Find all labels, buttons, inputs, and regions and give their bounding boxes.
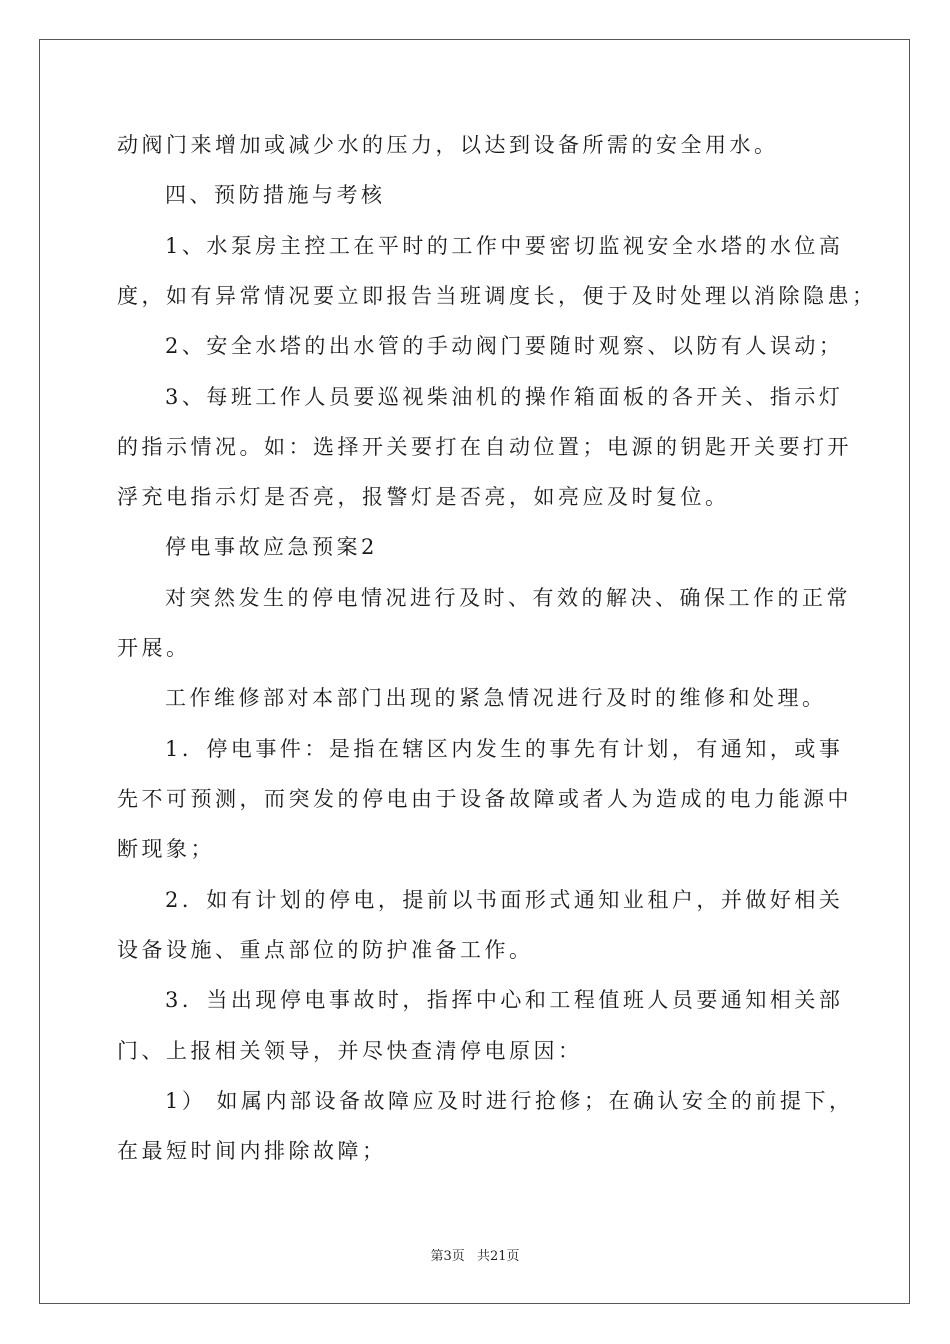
text-line: 工作维修部对本部门出现的紧急情况进行及时的维修和处理。: [165, 686, 827, 710]
text-line: 3．当出现停电事故时，指挥中心和工程值班人员要通知相关部: [165, 988, 844, 1012]
text-line: 2、安全水塔的出水管的手动阀门要随时观察、以防有人误动；: [165, 334, 844, 358]
text-line: 1、水泵房主控工在平时的工作中要密切监视安全水塔的水位高: [165, 234, 844, 258]
text-line: 对突然发生的停电情况进行及时、有效的解决、确保工作的正常: [165, 586, 851, 610]
page-total: 共21页: [476, 1249, 520, 1264]
text-line: 开展。: [117, 636, 191, 660]
text-line: 动阀门来增加或减少水的压力，以达到设备所需的安全用水。: [117, 133, 779, 157]
text-line: 3、每班工作人员要巡视柴油机的操作箱面板的各开关、指示灯: [165, 385, 844, 409]
text-line: 在最短时间内排除故障；: [117, 1139, 387, 1163]
text-line: 先不可预测，而突发的停电由于设备故障或者人为造成的电力能源中: [117, 787, 852, 811]
text-line: 1．停电事件：是指在辖区内发生的事先有计划，有通知，或事: [165, 737, 844, 761]
section-heading: 停电事故应急预案2: [165, 535, 378, 559]
text-line: 度，如有异常情况要立即报告当班调度长，便于及时处理以消除隐患；: [117, 284, 877, 308]
text-line: 的指示情况。如：选择开关要打在自动位置；电源的钥匙开关要打开: [117, 435, 852, 459]
text-line: 门、上报相关领导，并尽快查清停电原因：: [117, 1039, 583, 1063]
text-line: 2．如有计划的停电，提前以书面形式通知业租户，并做好相关: [165, 888, 844, 912]
section-heading: 四、预防措施与考核: [165, 183, 386, 207]
text-line: 设备设施、重点部位的防护准备工作。: [117, 938, 534, 962]
text-line: 断现象；: [117, 837, 215, 861]
text-line: 1） 如属内部设备故障应及时进行抢修；在确认安全的前提下，: [165, 1089, 854, 1113]
page-number: 第3页: [430, 1249, 465, 1264]
page-footer: [0, 1245, 950, 1264]
text-line: 浮充电指示灯是否亮，报警灯是否亮，如亮应及时复位。: [117, 485, 730, 509]
